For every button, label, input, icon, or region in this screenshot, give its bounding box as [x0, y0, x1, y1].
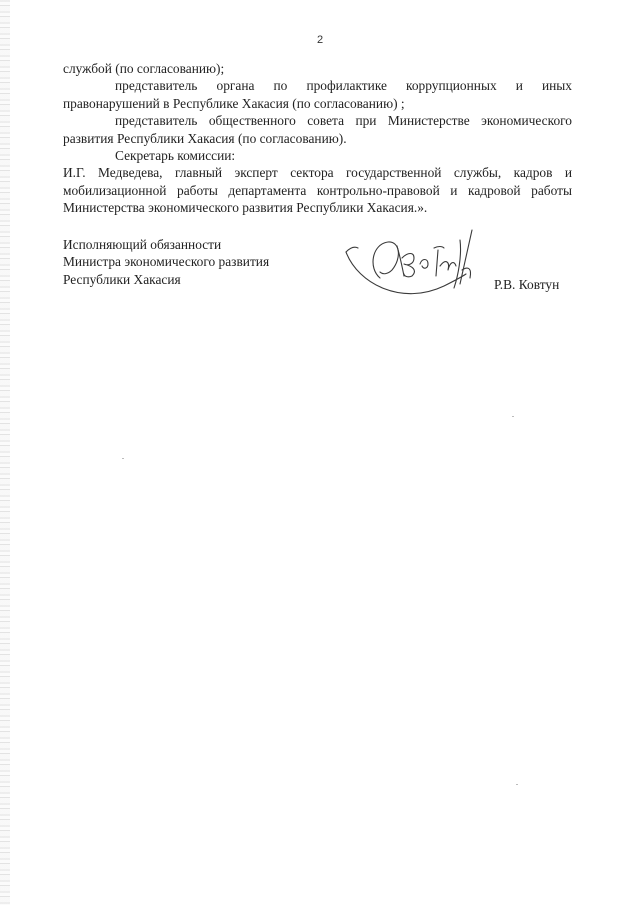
signer-name: Р.В. Ковтун	[494, 277, 560, 292]
body-line-service: службой (по согласованию);	[63, 61, 225, 76]
handwritten-signature	[342, 228, 482, 306]
scan-speck	[516, 784, 518, 785]
document-body	[63, 60, 572, 217]
signatory-line-1: Исполняющий обязанности	[63, 237, 222, 252]
signatory-line-3: Республики Хакасия	[63, 271, 181, 287]
secretary-text: И.Г. Медведева, главный эксперт сектора государственной службы, кадров и мобилизационной работы департамента контрольно-правовой и кадровой работы Министерства экономического развития Республики Хакасия.».	[63, 165, 572, 216]
scan-speck	[512, 416, 514, 417]
page-number: 2	[316, 34, 324, 46]
para-corruption-representative: представитель органа по профилактике коррупционных и иных правонарушений в Республике Хакасия (по согласованию) ;	[63, 78, 572, 111]
signatory-title	[63, 236, 269, 288]
secretary-heading: Секретарь комиссии:	[115, 148, 236, 164]
signatory-line-2: Министра экономического развития	[63, 254, 270, 270]
scan-edge	[0, 0, 10, 905]
para-public-council-representative: представитель общественного совета при Министерстве экономического развития Республики Хакасия (по согласованию).	[63, 113, 572, 146]
scan-speck	[122, 458, 124, 459]
